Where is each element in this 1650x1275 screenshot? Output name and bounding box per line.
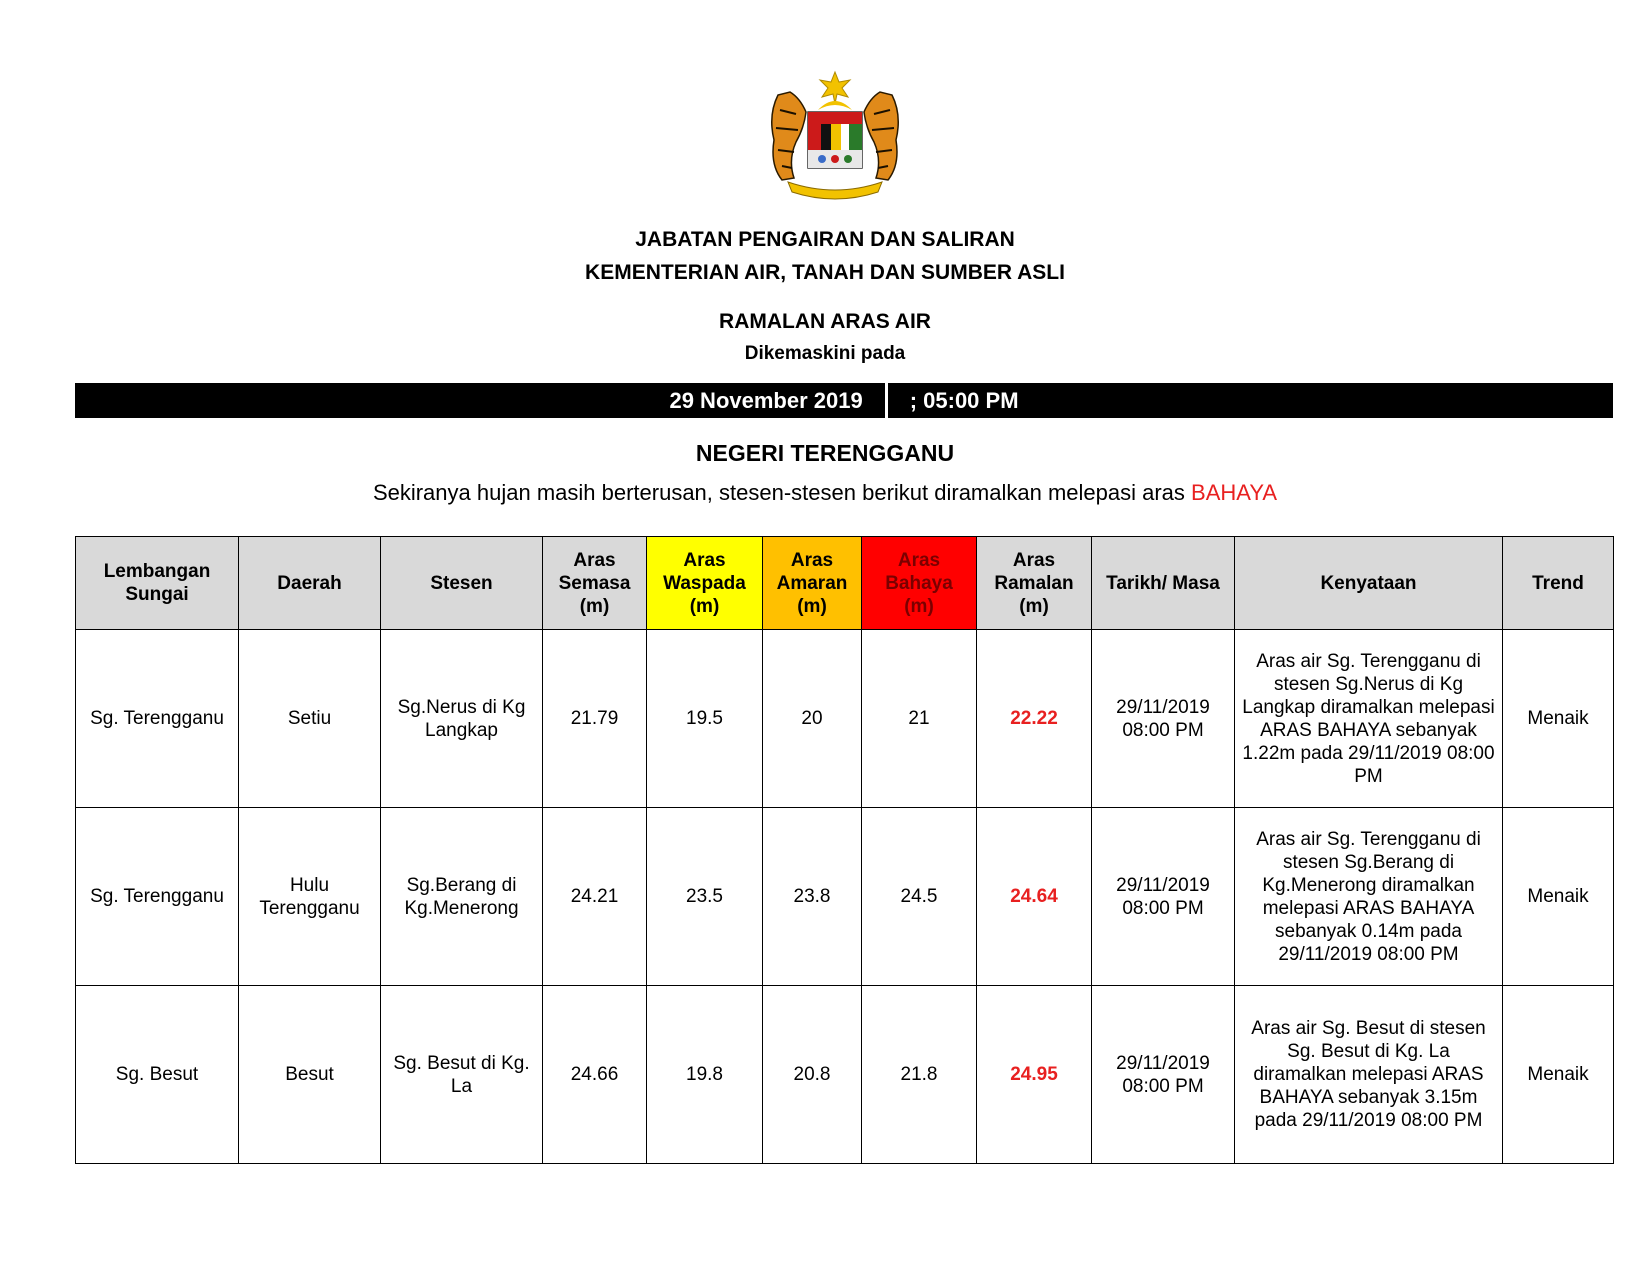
- water-level-table: [75, 536, 1614, 1164]
- cell-forecast: 24.64: [977, 808, 1092, 986]
- forecast-note: [0, 480, 1650, 506]
- cell-current: 24.21: [543, 808, 647, 986]
- datebar-divider: [885, 383, 888, 418]
- forecast-note-highlight: BAHAYA: [1191, 480, 1278, 505]
- cell-warning: 23.8: [763, 808, 862, 986]
- updated-label: Dikemaskini pada: [744, 343, 906, 364]
- cell-warning: 20.8: [763, 986, 862, 1164]
- coat-of-arms-emblem: [760, 70, 910, 200]
- update-time: ; 05:00 PM: [909, 387, 1019, 413]
- table-row: [76, 808, 1614, 986]
- cell-trend: Menaik: [1503, 808, 1614, 986]
- cell-alert: 23.5: [647, 808, 763, 986]
- cell-datetime: 29/11/2019 08:00 PM: [1092, 630, 1235, 808]
- cell-district: Setiu: [239, 630, 381, 808]
- cell-alert: 19.5: [647, 630, 763, 808]
- cell-alert: 19.8: [647, 986, 763, 1164]
- cell-forecast: 22.22: [977, 630, 1092, 808]
- col-header-statement: Kenyataan: [1235, 537, 1503, 630]
- cell-station: Sg.Nerus di Kg Langkap: [381, 630, 543, 808]
- table-header-row: [76, 537, 1614, 630]
- department-name: JABATAN PENGAIRAN DAN SALIRAN: [635, 228, 1015, 251]
- cell-basin: Sg. Terengganu: [76, 808, 239, 986]
- table-row: [76, 986, 1614, 1164]
- col-header-station: Stesen: [381, 537, 543, 630]
- col-header-basin: Lembangan Sungai: [76, 537, 239, 630]
- cell-district: Hulu Terengganu: [239, 808, 381, 986]
- cell-danger: 21: [862, 630, 977, 808]
- cell-statement: Aras air Sg. Besut di stesen Sg. Besut di Kg. La diramalkan melepasi ARAS BAHAYA sebanyak 3.15m pada 29/11/2019 08:00 PM: [1235, 986, 1503, 1164]
- cell-forecast: 24.95: [977, 986, 1092, 1164]
- forecast-note-text: Sekiranya hujan masih berterusan, stesen-stesen berikut diramalkan melepasi aras: [372, 480, 1185, 505]
- state-name: NEGERI TERENGGANU: [695, 440, 955, 466]
- col-header-danger: Aras Bahaya (m): [862, 537, 977, 630]
- cell-current: 21.79: [543, 630, 647, 808]
- col-header-forecast: Aras Ramalan (m): [977, 537, 1092, 630]
- cell-trend: Menaik: [1503, 630, 1614, 808]
- cell-statement: Aras air Sg. Terengganu di stesen Sg.Berang di Kg.Menerong diramalkan melepasi ARAS BAHAYA sebanyak 0.14m pada 29/11/2019 08:00 PM: [1235, 808, 1503, 986]
- cell-station: Sg. Besut di Kg. La: [381, 986, 543, 1164]
- cell-station: Sg.Berang di Kg.Menerong: [381, 808, 543, 986]
- update-datetime-bar: [75, 383, 1613, 418]
- cell-datetime: 29/11/2019 08:00 PM: [1092, 808, 1235, 986]
- cell-danger: 24.5: [862, 808, 977, 986]
- cell-statement: Aras air Sg. Terengganu di stesen Sg.Nerus di Kg Langkap diramalkan melepasi ARAS BAHAYA sebanyak 1.22m pada 29/11/2019 08:00 PM: [1235, 630, 1503, 808]
- col-header-datetime: Tarikh/ Masa: [1092, 537, 1235, 630]
- cell-warning: 20: [763, 630, 862, 808]
- table-row: [76, 630, 1614, 808]
- update-date: 29 November 2019: [669, 387, 863, 413]
- cell-district: Besut: [239, 986, 381, 1164]
- cell-danger: 21.8: [862, 986, 977, 1164]
- cell-basin: Sg. Terengganu: [76, 630, 239, 808]
- ministry-name: KEMENTERIAN AIR, TANAH DAN SUMBER ASLI: [585, 261, 1065, 284]
- col-header-warning: Aras Amaran (m): [763, 537, 862, 630]
- cell-basin: Sg. Besut: [76, 986, 239, 1164]
- cell-trend: Menaik: [1503, 986, 1614, 1164]
- report-title: RAMALAN ARAS AIR: [719, 310, 931, 333]
- cell-current: 24.66: [543, 986, 647, 1164]
- col-header-alert: Aras Waspada (m): [647, 537, 763, 630]
- col-header-trend: Trend: [1503, 537, 1614, 630]
- cell-datetime: 29/11/2019 08:00 PM: [1092, 986, 1235, 1164]
- col-header-current: Aras Semasa (m): [543, 537, 647, 630]
- col-header-district: Daerah: [239, 537, 381, 630]
